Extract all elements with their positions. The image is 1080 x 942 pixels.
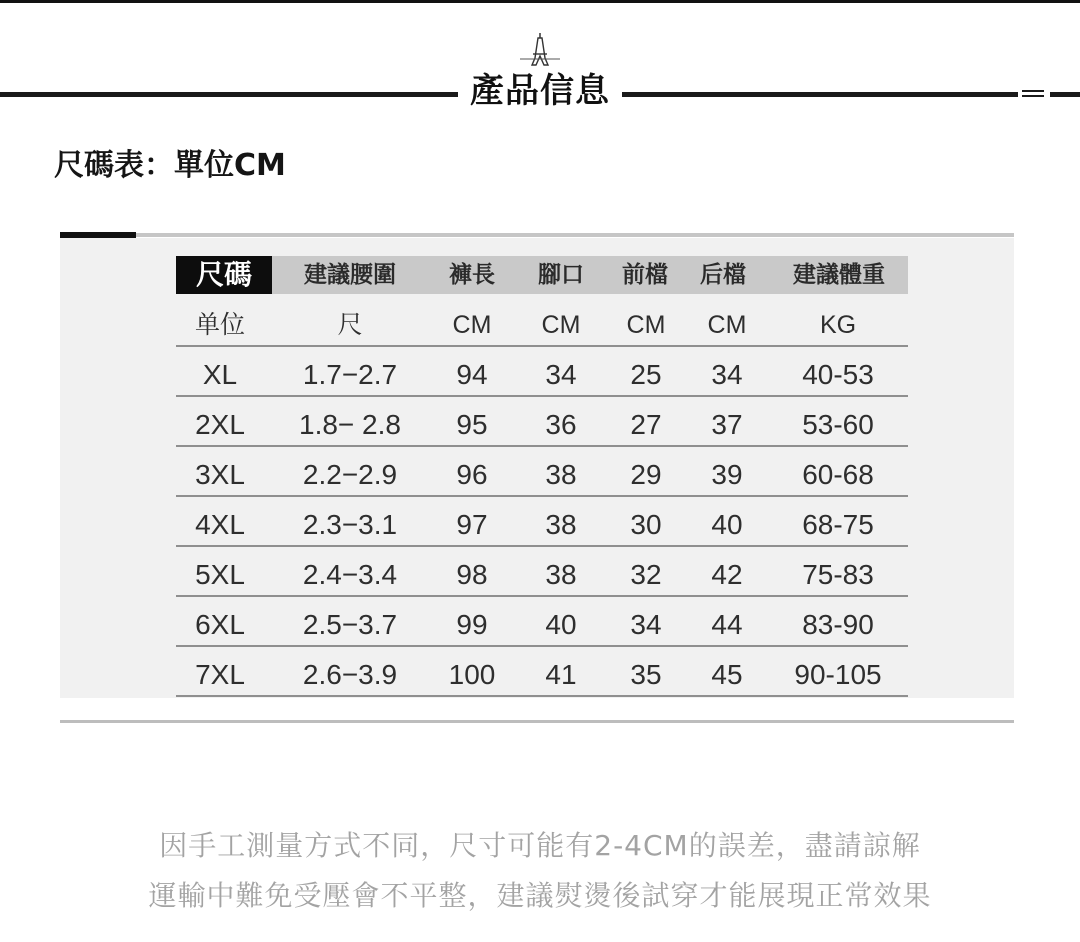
table-cell: 94 [456, 359, 488, 390]
row-divider [176, 645, 908, 647]
row-divider [176, 545, 908, 547]
header-waist: 建議腰圍 [304, 262, 396, 288]
table-cell: 1.7−2.7 [302, 359, 398, 390]
table-cell: 40 [711, 509, 743, 540]
unit-cell: 尺 [337, 311, 363, 339]
panel-top-rule [136, 233, 1014, 237]
table-row-size: 4XL [195, 509, 245, 540]
header-hem: 腳口 [538, 262, 584, 288]
table-cell: 96 [456, 459, 488, 490]
header-back-rise: 后檔 [700, 262, 746, 288]
row-divider [176, 695, 908, 697]
header-front-rise: 前檔 [622, 262, 668, 288]
header-size: 尺碼 [176, 256, 272, 294]
table-cell: 44 [711, 609, 743, 640]
table-row-size: 7XL [195, 659, 245, 690]
table-cell: 2.5−3.7 [302, 609, 398, 640]
table-cell: 53-60 [802, 409, 874, 440]
unit-cell: CM [452, 311, 492, 339]
table-cell: 34 [630, 609, 662, 640]
table-cell: 42 [711, 559, 743, 590]
table-cell: 45 [711, 659, 743, 690]
table-cell: 90-105 [794, 659, 882, 690]
table-cell: 38 [545, 459, 577, 490]
row-divider [176, 595, 908, 597]
table-cell: 32 [630, 559, 662, 590]
table-row-size: 6XL [195, 609, 245, 640]
table-cell: 2.6−3.9 [302, 659, 398, 690]
table-cell: 30 [630, 509, 662, 540]
table-cell: 98 [456, 559, 488, 590]
panel-bottom-rule [60, 720, 1014, 723]
row-divider [176, 445, 908, 447]
header-rule-end [1050, 92, 1080, 97]
table-cell: 39 [711, 459, 743, 490]
table-cell: 40 [545, 609, 577, 640]
row-divider [176, 495, 908, 497]
header-rule-right [622, 92, 1018, 97]
menu-lines-icon-bar [1022, 95, 1044, 97]
header-weight: 建議體重 [793, 262, 885, 288]
table-cell: 29 [630, 459, 662, 490]
unit-cell: CM [707, 311, 747, 339]
table-cell: 2.2−2.9 [302, 459, 398, 490]
table-cell: 75-83 [802, 559, 874, 590]
table-cell: 34 [711, 359, 743, 390]
table-cell: 35 [630, 659, 662, 690]
table-row-size: 2XL [195, 409, 245, 440]
table-cell: 38 [545, 509, 577, 540]
table-cell: 25 [630, 359, 662, 390]
note-line-1: 因手工測量方式不同，尺寸可能有2-4CM的誤差，盡請諒解 [159, 829, 921, 862]
table-cell: 95 [456, 409, 488, 440]
eiffel-tower-icon [518, 32, 562, 66]
table-cell: 34 [545, 359, 577, 390]
table-cell: 40-53 [802, 359, 874, 390]
table-row-size: 5XL [195, 559, 245, 590]
table-row-size: 3XL [195, 459, 245, 490]
table-cell: 99 [456, 609, 488, 640]
table-cell: 36 [545, 409, 577, 440]
table-cell: 2.4−3.4 [302, 559, 398, 590]
unit-cell: CM [626, 311, 666, 339]
unit-cell: CM [541, 311, 581, 339]
row-divider [176, 395, 908, 397]
table-cell: 41 [545, 659, 577, 690]
size-chart-caption: 尺碼表：單位CM [54, 148, 286, 183]
row-divider [176, 345, 908, 347]
unit-cell: 单位 [194, 311, 245, 339]
note-line-2: 運輸中難免受壓會不平整，建議熨燙後試穿才能展現正常效果 [148, 879, 932, 912]
top-border [0, 0, 1080, 3]
table-cell: 38 [545, 559, 577, 590]
table-cell: 2.3−3.1 [302, 509, 398, 540]
table-cell: 37 [711, 409, 743, 440]
header-length: 褲長 [449, 262, 495, 288]
table-cell: 68-75 [802, 509, 874, 540]
table-cell: 100 [448, 659, 496, 690]
table-cell: 83-90 [802, 609, 874, 640]
table-cell: 27 [630, 409, 662, 440]
table-cell: 97 [456, 509, 488, 540]
page-title: 產品信息 [470, 71, 610, 111]
table-cell: 1.8− 2.8 [299, 409, 401, 440]
unit-cell: KG [819, 311, 857, 339]
menu-lines-icon [1022, 90, 1044, 92]
table-row-size: XL [202, 359, 238, 390]
table-cell: 60-68 [802, 459, 874, 490]
